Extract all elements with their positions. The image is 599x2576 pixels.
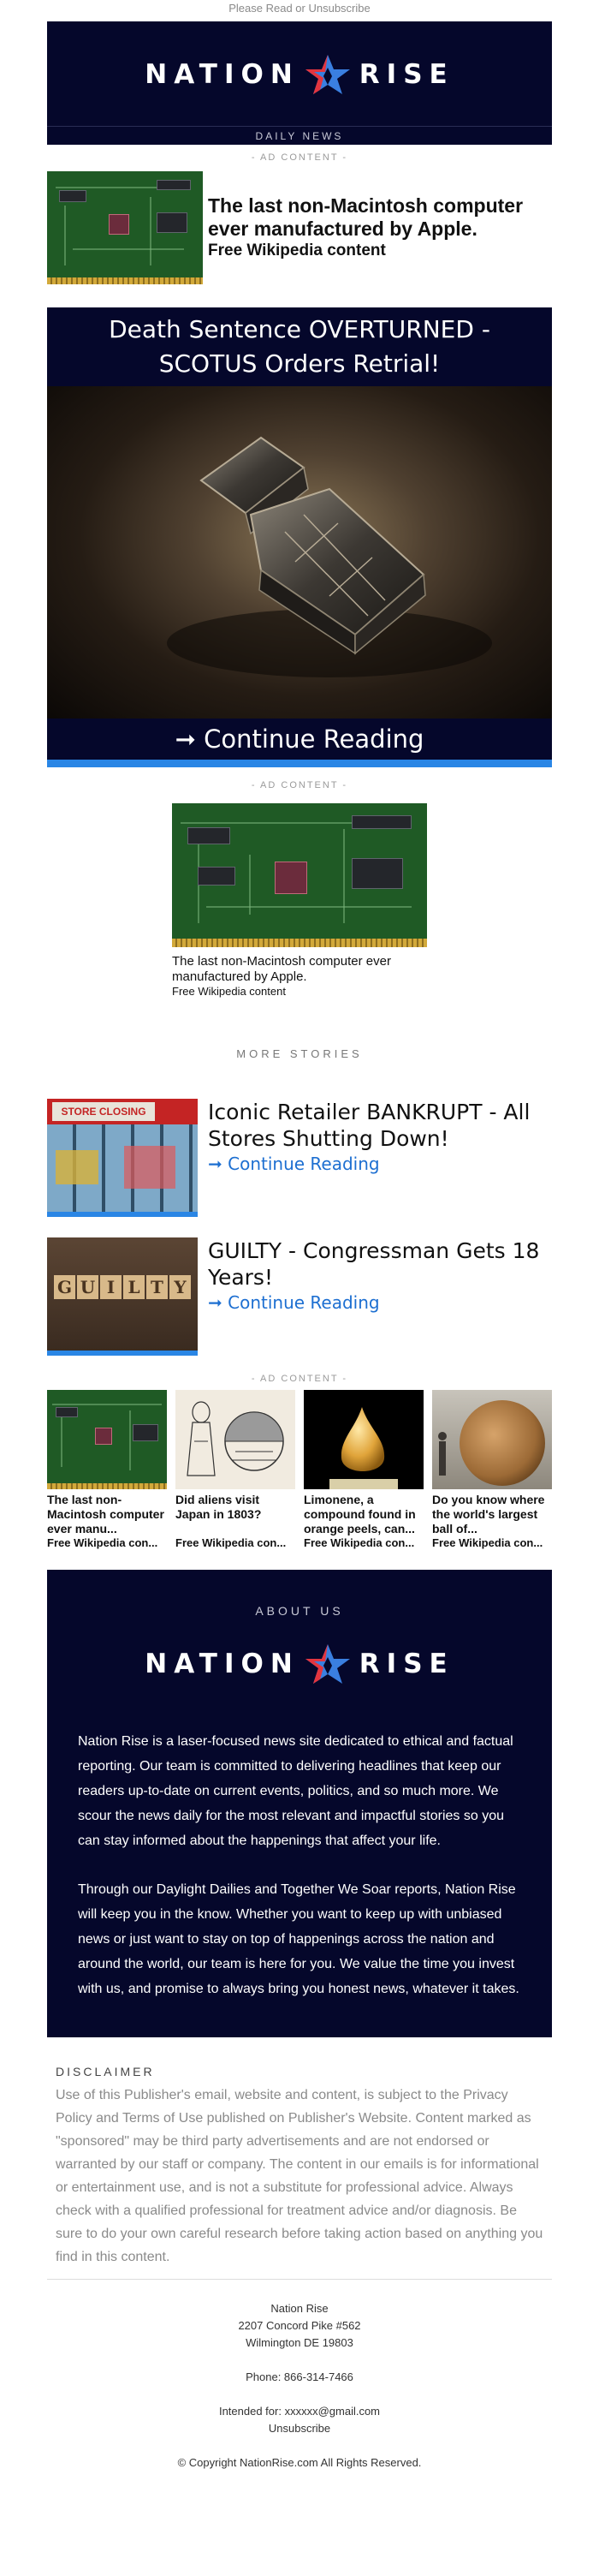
ad-grid-image-ball[interactable] xyxy=(432,1390,552,1489)
guilty-block: U xyxy=(77,1275,98,1299)
logo-word-right: RISE xyxy=(359,1649,454,1679)
preheader-unsubscribe-link[interactable]: Please Read or Unsubscribe xyxy=(228,2,371,15)
ad-grid-source: Free Wikipedia con... xyxy=(47,1536,158,1549)
ad-grid-image-limonene[interactable] xyxy=(304,1390,424,1489)
footer-intended-for: Intended for: xxxxxx@gmail.com xyxy=(218,2405,381,2418)
ufo-illustration-image xyxy=(175,1390,295,1489)
ad-grid-item[interactable] xyxy=(47,1390,167,1549)
header-banner[interactable] xyxy=(47,21,552,128)
ad-middle-image[interactable] xyxy=(172,803,427,947)
footer-copyright: © Copyright NationRise.com All Rights Reserved. xyxy=(177,2456,422,2469)
disclaimer-heading: DISCLAIMER xyxy=(56,2065,155,2078)
disclaimer-section xyxy=(47,2037,552,2280)
story-headline[interactable]: GUILTY - Congressman Gets 18 Years! xyxy=(208,1238,540,1290)
ad-grid-item[interactable] xyxy=(304,1390,424,1549)
ad-middle[interactable] xyxy=(47,803,552,998)
story-headline[interactable]: Iconic Retailer BANKRUPT - All Stores Shutting Down! xyxy=(208,1100,531,1151)
gavel-sculpture-image xyxy=(47,386,552,719)
ad-content-label: - AD CONTENT - xyxy=(251,1374,348,1384)
ad-grid-headline[interactable]: Do you know where the world's largest ball of... xyxy=(432,1493,545,1535)
story-continue-reading-link[interactable]: ➞ Continue Reading xyxy=(208,1292,380,1313)
ad-middle-headline[interactable]: The last non-Macintosh computer ever manufactured by Apple. xyxy=(172,954,391,984)
store-closing-sign: STORE CLOSING xyxy=(52,1102,155,1121)
ad-grid-image-illustration[interactable] xyxy=(175,1390,295,1489)
ad-grid-source: Free Wikipedia con... xyxy=(304,1536,415,1549)
nation-rise-logo[interactable] xyxy=(145,52,454,97)
disclaimer-text: Use of this Publisher's email, website and content, is subject to the Privacy Policy and Terms of Use published on Publisher's Website. Content marked as "sponsored" may be third party advertisements and are not endorsed or warranted by our staff or company. The content in our emails is for informational or entertainment use, and is not a substitute for professional advice. Always check with a qualified professional for treatment advice and/or diagnosis. Be sure to do your own careful research before taking action based on anything you find in this content. xyxy=(56,2088,543,2264)
ad-grid-item[interactable] xyxy=(175,1390,295,1549)
footer xyxy=(47,2280,552,2489)
footer-phone: Phone: 866-314-7466 xyxy=(246,2370,353,2383)
ad-content-label: - AD CONTENT - xyxy=(251,780,348,790)
more-stories-label: MORE STORIES xyxy=(236,1047,363,1060)
about-us-label: ABOUT US xyxy=(255,1604,344,1618)
orange-drop-image xyxy=(304,1390,424,1489)
hero-headline[interactable]: Death Sentence OVERTURNED - SCOTUS Orders Retrial! xyxy=(109,315,490,378)
ad-middle-box[interactable] xyxy=(172,803,427,998)
about-logo-wrap xyxy=(78,1642,521,1686)
footer-unsubscribe-link[interactable]: Unsubscribe xyxy=(268,2422,331,2435)
story-continue-reading-link[interactable]: ➞ Continue Reading xyxy=(208,1154,380,1174)
logo-word-right: RISE xyxy=(359,59,454,90)
ad-middle-source: Free Wikipedia content xyxy=(172,985,286,998)
daily-news-label: DAILY NEWS xyxy=(47,126,552,145)
ad-top-text xyxy=(203,194,552,261)
ad-grid-headline[interactable]: Limonene, a compound found in orange peels, can... xyxy=(304,1493,416,1535)
ad-grid-source: Free Wikipedia con... xyxy=(175,1536,287,1549)
about-paragraph: Nation Rise is a laser-focused news site dedicated to ethical and factual reporting. Our team is committed to delivering headlines that keep our readers up-to-date on current events, politics, and so much more. We scour the news daily for the most relevant and impactful stories so you can stay informed about the happenings that affect your life. xyxy=(78,1734,513,1848)
giant-ball-image xyxy=(432,1390,552,1489)
about-section xyxy=(47,1570,552,2037)
hero-continue-reading-link[interactable]: ➞ Continue Reading xyxy=(175,724,424,754)
ad-grid-headline[interactable]: Did aliens visit Japan in 1803? xyxy=(175,1493,262,1521)
ad-grid-item[interactable] xyxy=(432,1390,552,1549)
logo-word-left: NATION xyxy=(145,1649,300,1679)
preheader xyxy=(0,0,599,17)
story-item[interactable] xyxy=(47,1099,552,1217)
story-thumbnail-storefront[interactable] xyxy=(47,1099,198,1217)
story-text xyxy=(198,1099,552,1217)
story-text xyxy=(198,1237,552,1356)
ad-content-label: - AD CONTENT - xyxy=(251,152,348,163)
guilty-block: G xyxy=(54,1275,75,1299)
ad-top-source: Free Wikipedia content xyxy=(208,242,386,259)
ad-grid-source: Free Wikipedia con... xyxy=(432,1536,543,1549)
guilty-block: I xyxy=(100,1275,122,1299)
ad-grid xyxy=(47,1390,552,1549)
star-logo-icon xyxy=(301,1642,354,1686)
email-body xyxy=(47,21,552,2489)
hero-image[interactable] xyxy=(47,386,552,719)
footer-address-line2: Wilmington DE 19803 xyxy=(246,2336,353,2349)
footer-address-line1: 2207 Concord Pike #562 xyxy=(238,2319,361,2332)
logo-word-left: NATION xyxy=(145,59,300,90)
guilty-block: Y xyxy=(169,1275,191,1299)
guilty-block: T xyxy=(146,1275,168,1299)
ad-top-headline[interactable]: The last non-Macintosh computer ever manufactured by Apple. xyxy=(208,194,524,240)
ad-top-image[interactable] xyxy=(47,171,203,284)
hero-story[interactable] xyxy=(47,307,552,767)
guilty-block: L xyxy=(123,1275,145,1299)
ad-grid-image-pcb[interactable] xyxy=(47,1390,167,1489)
star-logo-icon xyxy=(301,52,354,97)
about-paragraph: Through our Daylight Dailies and Together We Soar reports, Nation Rise will keep you in the know. Whether you want to keep up with unbiased news or just want to stay on top of happenings across the nation and around the world, our team is here for you. We value the time you invest with us, and promise to always bring you honest news, whatever it takes. xyxy=(78,1882,519,1996)
ad-top[interactable] xyxy=(47,169,552,287)
ad-grid-headline[interactable]: The last non-Macintosh computer ever manu... xyxy=(47,1493,164,1535)
story-thumbnail-guilty-blocks[interactable] xyxy=(47,1237,198,1356)
nation-rise-logo[interactable] xyxy=(145,1642,454,1686)
footer-company: Nation Rise xyxy=(270,2302,329,2315)
story-item[interactable] xyxy=(47,1237,552,1356)
